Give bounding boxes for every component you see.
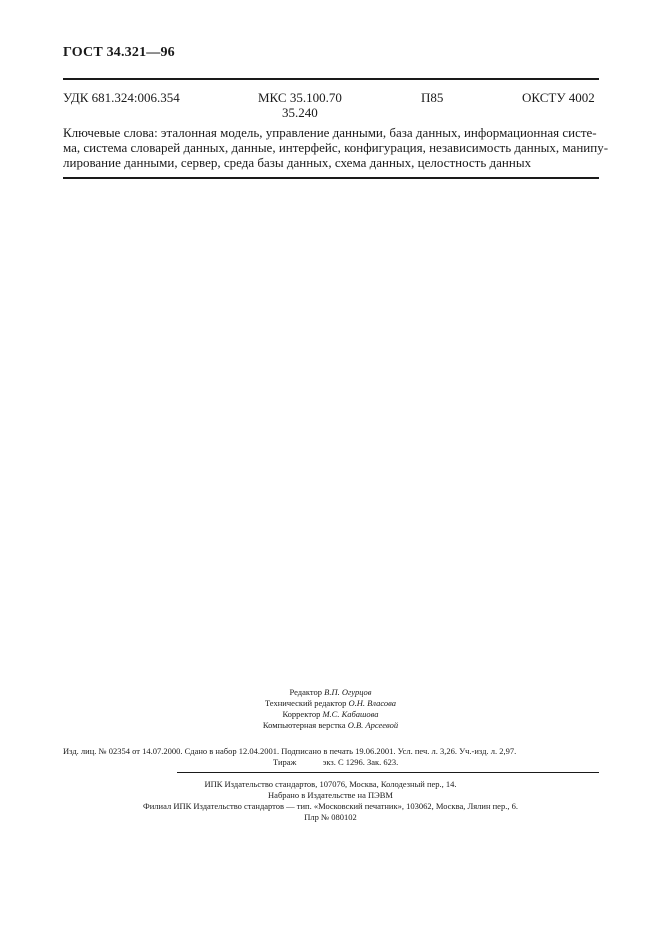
publisher-line: Филиал ИПК Издательство стандартов — тип. «Московский печатник», 103062, Москва, Лялин пер., 6. (143, 801, 518, 811)
mks-code-line2: 35.240 (282, 105, 318, 120)
keywords-line: лирование данными, сервер, среда базы данных, схема данных, целостность данных (63, 155, 532, 170)
imprint-line (63, 757, 603, 768)
credit-name: М.С. Кабашова (322, 709, 379, 719)
mks-code-line1: МКС 35.100.70 (258, 90, 342, 105)
credit-role: Редактор (289, 687, 322, 697)
keywords-rule (63, 177, 599, 179)
credit-editor (0, 687, 661, 698)
publisher-line: Набрано в Издательстве на ПЭВМ (268, 790, 393, 800)
credit-role: Компьютерная верстка (262, 720, 346, 730)
imprint-line: Изд. лиц. № 02354 от 14.07.2000. Сдано в набор 12.04.2001. Подписано в печать 19.06.2001. Усл. печ. л. 3,26. Уч.-изд. л. 2,97. (63, 746, 517, 756)
credit-layout (0, 720, 661, 731)
credit-role: Корректор (282, 709, 321, 719)
print-run-details: экз. С 1296. Зак. 623. (322, 757, 399, 767)
standard-number: ГОСТ 34.321—96 (63, 45, 175, 60)
print-run-label: Тираж (273, 757, 297, 767)
credit-name: В.П. Огурцов (324, 687, 372, 697)
okstu-code: ОКСТУ 4002 (522, 90, 595, 105)
publisher-line: ИПК Издательство стандартов, 107076, Москва, Колодезный пер., 14. (204, 779, 457, 789)
credit-corrector (0, 709, 661, 720)
credit-name: О.В. Арсеевой (347, 720, 399, 730)
keywords-line: Ключевые слова: эталонная модель, управление данными, база данных, информационная систе- (63, 125, 597, 140)
keywords-block (63, 125, 609, 170)
imprint-block (63, 746, 603, 768)
credits-block (0, 687, 661, 731)
top-rule (63, 78, 599, 80)
publisher-line: Плр № 080102 (304, 812, 357, 822)
credit-role: Технический редактор (264, 698, 347, 708)
credit-tech-editor (0, 698, 661, 709)
group-code: П85 (421, 90, 444, 105)
mks-code (258, 90, 342, 120)
credit-name: О.Н. Власова (348, 698, 397, 708)
udk-code: УДК 681.324:006.354 (63, 90, 180, 105)
publisher-block (0, 779, 661, 823)
imprint-rule (177, 772, 599, 773)
keywords-line: ма, система словарей данных, данные, интерфейс, конфигурация, независимость данных, манипу- (63, 140, 609, 155)
